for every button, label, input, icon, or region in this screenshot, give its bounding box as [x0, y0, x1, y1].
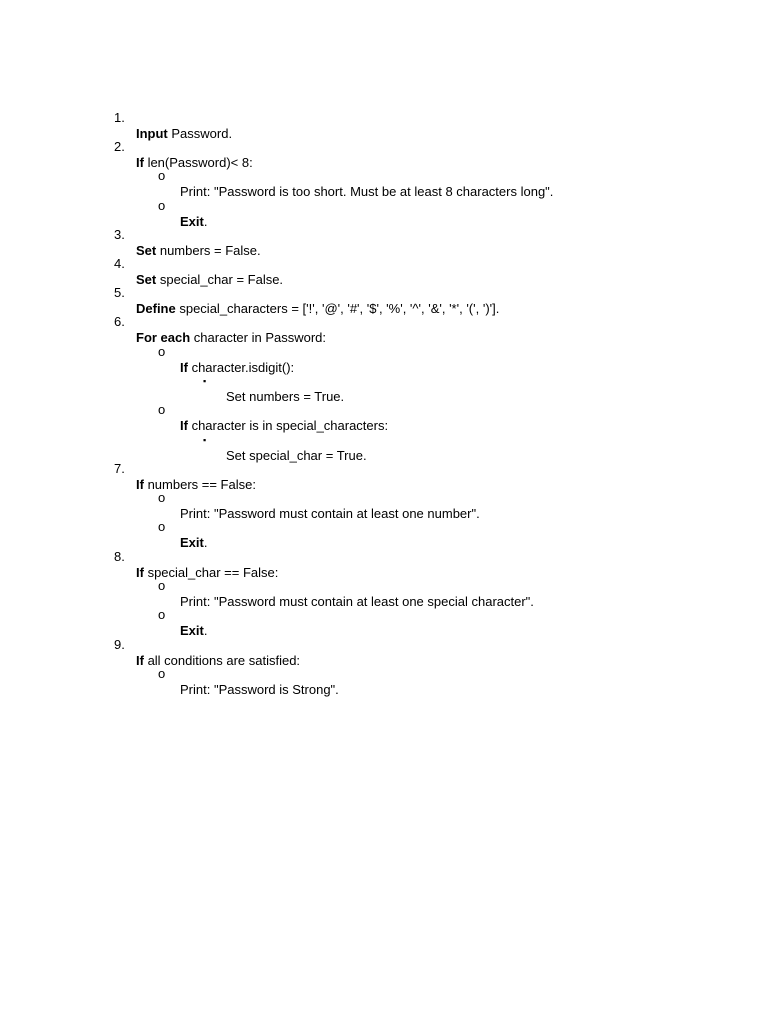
keyword: Define: [136, 301, 176, 316]
statement-text: .: [203, 623, 208, 638]
statement-text: special_char == False:: [143, 565, 279, 580]
list-item: [114, 445, 256, 492]
sub-bullet: o: [158, 666, 166, 681]
sub-bullet: o: [158, 490, 166, 505]
statement-text: Print: "Password is Strong".: [180, 682, 339, 697]
sub-list-item: [158, 503, 208, 550]
list-item-text: [136, 126, 232, 142]
keyword: For each: [136, 330, 191, 345]
list-number: 8.: [114, 549, 125, 564]
list-number: 5.: [114, 285, 125, 300]
list-number: 3.: [114, 227, 125, 242]
statement-text: Print: "Password must contain at least one special character".: [180, 594, 534, 609]
list-number: 1.: [114, 110, 125, 125]
statement-text: .: [203, 214, 208, 229]
statement-text: len(Password)< 8:: [143, 155, 253, 170]
square-bullet: ▪: [203, 435, 207, 445]
list-item-text: [180, 682, 339, 698]
list-item-text: [136, 243, 261, 259]
statement-text: character.isdigit():: [187, 360, 295, 375]
list-item-text: [180, 623, 207, 639]
list-item: [114, 94, 233, 141]
list-number: 2.: [114, 139, 125, 154]
list-item-text: [180, 594, 534, 610]
keyword: If: [180, 360, 188, 375]
sub-bullet: o: [158, 168, 166, 183]
statement-text: numbers = False.: [156, 243, 261, 258]
keyword: If: [136, 477, 144, 492]
list-item-text: [180, 184, 553, 200]
statement-text: Set special_char = True.: [226, 448, 367, 463]
list-item-text: [136, 301, 499, 317]
sub-bullet: o: [158, 198, 166, 213]
keyword: Exit: [180, 535, 204, 550]
list-item-text: [180, 360, 294, 376]
statement-text: character is in special_characters:: [187, 418, 389, 433]
keyword: If: [136, 653, 144, 668]
keyword: Exit: [180, 214, 204, 229]
keyword: Exit: [180, 623, 204, 638]
sub-bullet: o: [158, 607, 166, 622]
list-item-text: [180, 535, 207, 551]
sub-bullet: o: [158, 519, 166, 534]
list-item-text: [136, 155, 253, 171]
list-item-text: [136, 272, 283, 288]
statement-text: character in Password:: [190, 330, 327, 345]
list-item-text: [226, 389, 344, 405]
statement-text: numbers == False:: [143, 477, 256, 492]
list-number: 6.: [114, 314, 125, 329]
list-item-text: [226, 448, 367, 464]
statement-text: special_char = False.: [156, 272, 284, 287]
statement-text: Print: "Password is too short. Must be at least 8 characters long".: [180, 184, 554, 199]
list-item-text: [136, 477, 256, 493]
list-number: 7.: [114, 461, 125, 476]
square-bullet: ▪: [203, 376, 207, 386]
list-number: 9.: [114, 637, 125, 652]
keyword: Input: [136, 126, 168, 141]
keyword: Set: [136, 272, 157, 287]
sub-bullet: o: [158, 402, 166, 417]
sub-bullet: o: [158, 344, 166, 359]
sub-list-item: [158, 182, 208, 229]
keyword: Set: [136, 243, 157, 258]
keyword: If: [136, 155, 144, 170]
list-number: 4.: [114, 256, 125, 271]
sub-list-item: [158, 591, 208, 638]
statement-text: Print: "Password must contain at least one number".: [180, 506, 480, 521]
statement-text: Password.: [167, 126, 233, 141]
statement-text: all conditions are satisfied:: [143, 653, 301, 668]
sub-bullet: o: [158, 578, 166, 593]
statement-text: .: [203, 535, 208, 550]
list-item-text: [180, 214, 207, 230]
list-item-text: [180, 506, 480, 522]
statement-text: Set numbers = True.: [226, 389, 345, 404]
keyword: If: [136, 565, 144, 580]
keyword: If: [180, 418, 188, 433]
statement-text: special_characters = ['!', '@', '#', '$', '%', '^', '&', '*', '(', ')'].: [175, 301, 500, 316]
